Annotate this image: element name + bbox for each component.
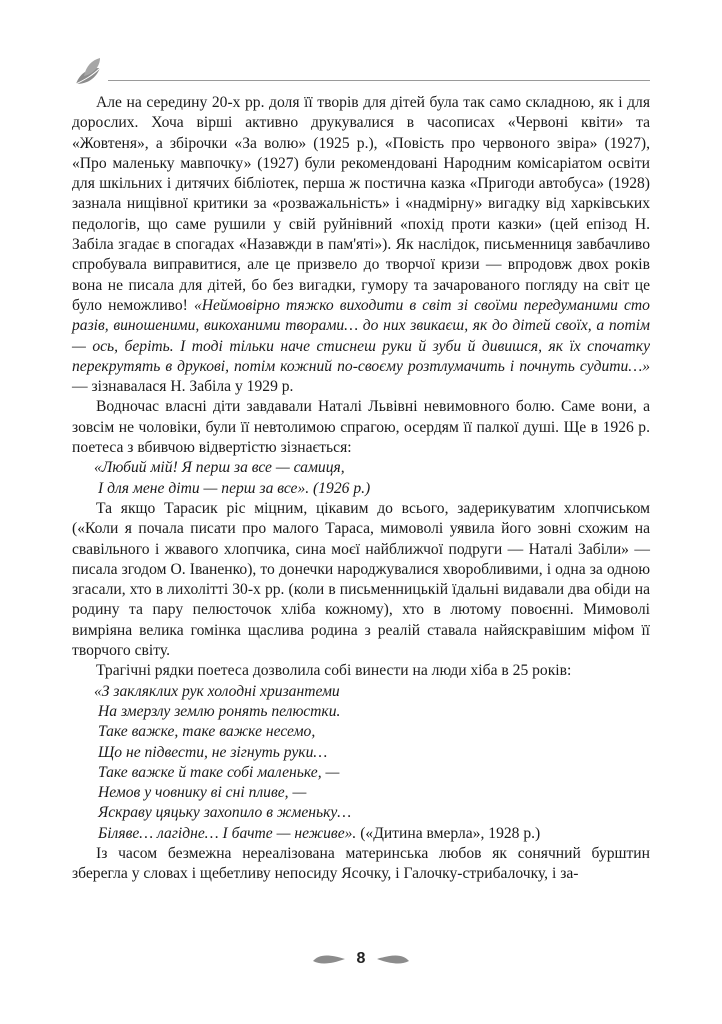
poem-line: Немов у човнику ві сні пливе, — (98, 784, 307, 802)
paragraph: Із часом безмежна нереалізована материнська любов як сонячний бурштин зберегла у словах і щебетливу непосиду Ясочку, і Галочку-стрибалочку, і за- (72, 844, 650, 883)
paragraph: Та якщо Тарасик ріс міцним, цікавим до всього, задерикуватим хлопчиськом («Коли я почала писати про малого Тараса, мимоволі уявила його зовні схожим на свавільного і жвавого хлопчика, сина моєї найближчої подруги — Наталі Забіли» — писала згодом О. Іваненко), то донечки народжувалися хворобливими, і одна за одною згасали, хто в лихолітті 30-х рр. (коли в письменницькій їдальні видавали два обіди на родину та пару пелюсточок хліба кожному), хто в лютому повоєнні. Мимоволі вимріяна велика гомінка щаслива родина з реалій ставала найяскравішим міфом її творчого світу. (72, 499, 650, 660)
quote-attribution: — зізнавалася Н. Забіла у 1929 р. (72, 378, 294, 396)
poem-line: На змерзлу землю ронять пелюстки. (98, 702, 341, 720)
paragraph-text: Але на середину 20-х рр. доля її творів для дітей була так само складною, як і для дорослих. Хоча вірші активно друкувалися в часописах «Червоні квіти» та «Жовтеня», а збірочки «За волю» (1925 р.), «Повість про червоного звіра» (1927), «Про маленьку мавпочку» (1927) були рекомендовані Народним комісаріатом освіти для шкільних і дитячих бібліотек, перша ж постична казка «Пригоди автобуса» (1928) зазнала нищівної критики за «розважальність» і «надмірну» вигадку від харківських педологів, що саме рушили у свій руйнівний «похід проти казки» (цей епізод Н. Забіла згадає в спогадах «Назавжди в пам'яті»). Як наслідок, письменниця завбачливо спробувала виправитися, але це призвело до творчої кризи — впродовж двох років вона не писала для дітей, бо без вигадки, гумору та зачарованого погляду на світ це було неможливо! (72, 94, 650, 314)
header-rule (108, 80, 650, 81)
poem-source: («Дитина вмерла», 1928 р.) (356, 824, 541, 842)
paragraph: Трагічні рядки поетеса дозволила собі винести на люди хіба в 25 років: (96, 662, 572, 680)
left-leaf-icon (311, 952, 347, 966)
page-footer (0, 944, 722, 974)
quote-text: «Неймовірно тяжко виходити в світ зі своїми передуманими сто разів, виношеними, викоханими творами… до них звикаєш, як до дітей своїх, а потім — ось, беріть. І тоді тільки наче стиснеш руки й зуби й дивишся, як їх спочатку перекрутять в друкові, потім кожний по-своєму розтлумачить і почнуть судити…» (72, 296, 650, 375)
page-body (72, 93, 650, 885)
poem-line: Що не підвести, не зігнуть руки… (98, 743, 328, 761)
poem-line-text: Біляве… лагідне… І бачте — неживе». (98, 824, 357, 842)
poem-line-last (72, 824, 650, 844)
poem-line: «Любий мій! Я перш за все — самиця, (94, 459, 345, 477)
right-leaf-icon (375, 952, 411, 966)
paragraph (72, 93, 650, 397)
leaf-ornament-icon (70, 50, 110, 90)
poem-line: Яскраву цяцьку захопило в жменьку… (98, 804, 352, 822)
paragraph: Водночас власні діти завдавали Наталі Львівні невимовного болю. Саме вони, а зовсім не чоловіки, були її невтолимою спрагою, осердям її палкої душі. Ще в 1926 р. поетеса з вбивчою відвертістю зізнається: (72, 398, 650, 457)
poem-line: «З закляклих рук холодні хризантеми (94, 682, 340, 700)
poem-line: Таке важке й таке собі маленьке, — (98, 763, 340, 781)
poem-line: І для мене діти — перш за все». (1926 р.) (98, 479, 371, 497)
poem-line: Таке важке, таке важке несемо, (98, 723, 316, 741)
page-number: 8 (356, 950, 366, 967)
